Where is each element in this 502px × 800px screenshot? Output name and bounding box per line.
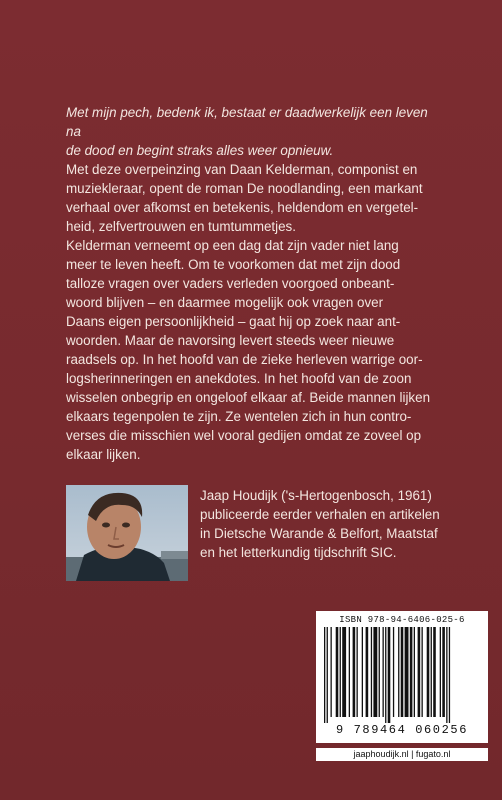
barcode-bar — [440, 627, 441, 717]
barcode-bar — [401, 627, 404, 717]
barcode-bar — [431, 627, 432, 717]
barcode-bar — [405, 627, 409, 717]
barcode-bar — [331, 627, 332, 717]
barcode-bar — [442, 627, 445, 717]
barcode-bar — [373, 627, 377, 717]
blurb-line: verses die misschien wel vooral gedijen omdat ze zoveel op — [66, 428, 422, 443]
barcode-bar — [379, 627, 380, 717]
blurb-line: woorden. Maar de navorsing levert steeds weer nieuwe — [66, 333, 395, 348]
publisher-urls: jaaphoudijk.nl | fugato.nl — [316, 748, 488, 761]
isbn-barcode — [316, 611, 488, 743]
quote-line: Met mijn pech, bedenk ik, bestaat er daadwerkelijk een leven na — [66, 105, 428, 139]
barcode-bar — [342, 627, 346, 717]
barcode-bar — [433, 627, 436, 717]
barcode-bar — [349, 627, 350, 717]
barcode-bar — [371, 627, 372, 717]
barcode-bar — [362, 627, 363, 717]
barcode-bar — [427, 627, 430, 717]
author-photo — [66, 485, 188, 581]
bio-line: en het letterkundig tijdschrift SIC. — [200, 545, 397, 560]
blurb-line: talloze vragen over vaders verleden voorgoed onbeant- — [66, 276, 395, 291]
blurb-line: raadsels op. In het hoofd van de zieke herleven warrige oor- — [66, 352, 423, 367]
barcode-bar — [324, 627, 325, 723]
author-bio — [200, 486, 470, 562]
barcode-digits: 9 789464 060256 — [335, 723, 469, 737]
blurb — [66, 160, 451, 464]
bio-line: in Dietsche Warande & Belfort, Maatstaf — [200, 526, 438, 541]
blurb-line: logsherinneringen en anekdotes. In het hoofd van de zoon — [66, 371, 412, 386]
isbn-label: ISBN 978-94-6406-025-6 — [339, 615, 465, 625]
barcode-bar — [393, 627, 394, 717]
barcode-bar — [353, 627, 356, 717]
barcode-bar — [388, 627, 391, 723]
bio-line: Jaap Houdijk ('s-Hertogenbosch, 1961) — [200, 488, 432, 503]
barcode-bar — [340, 627, 341, 717]
blurb-line: meer te leven heeft. Om te voorkomen dat met zijn dood — [66, 257, 401, 272]
barcode-bar — [327, 627, 328, 723]
barcode-bar — [383, 627, 384, 717]
blurb-line: heid, zelfvertrouwen en tumtummetjes. — [66, 219, 296, 234]
barcode-bar — [385, 627, 386, 723]
barcode-bar — [410, 627, 413, 717]
blurb-line: wisselen onbegrip en ongeloof elkaar af. Beide mannen lijken — [66, 390, 431, 405]
blurb-line: Daans eigen persoonlijkheid – gaat hij op zoek naar ant- — [66, 314, 401, 329]
barcode-bars — [322, 627, 482, 723]
quote-line: de dood en begint straks alles weer opnieuw. — [66, 143, 334, 158]
barcode-bar — [446, 627, 447, 723]
barcode-bar — [449, 627, 450, 723]
blurb-line: Met deze overpeinzing van Daan Kelderman, componist en — [66, 162, 418, 177]
author-portrait-image — [66, 485, 188, 581]
blurb-line: muziekleraar, opent de roman De noodlanding, een markant — [66, 181, 423, 196]
barcode-bar — [366, 627, 369, 717]
blurb-line: elkaars tegenpolen te zijn. Ze wentelen zich in hun contro- — [66, 409, 412, 424]
blurb-line: Kelderman verneemt op een dag dat zijn vader niet lang — [66, 238, 399, 253]
opening-quote — [66, 103, 446, 160]
barcode-bar — [414, 627, 415, 717]
barcode-bar — [357, 627, 358, 717]
barcode-bar — [398, 627, 399, 717]
bio-line: publiceerde eerder verhalen en artikelen — [200, 507, 440, 522]
blurb-paragraph-2 — [66, 236, 451, 464]
blurb-paragraph-1 — [66, 160, 451, 236]
barcode-bar — [336, 627, 339, 717]
barcode-bar — [418, 627, 421, 717]
blurb-line: elkaar lijken. — [66, 447, 141, 462]
blurb-line: woord blijven – en daarmee mogelijk ook vragen over — [66, 295, 384, 310]
blurb-line: verhaal over afkomst en betekenis, heldendom en vergetel- — [66, 200, 419, 215]
barcode-bar — [422, 627, 423, 717]
